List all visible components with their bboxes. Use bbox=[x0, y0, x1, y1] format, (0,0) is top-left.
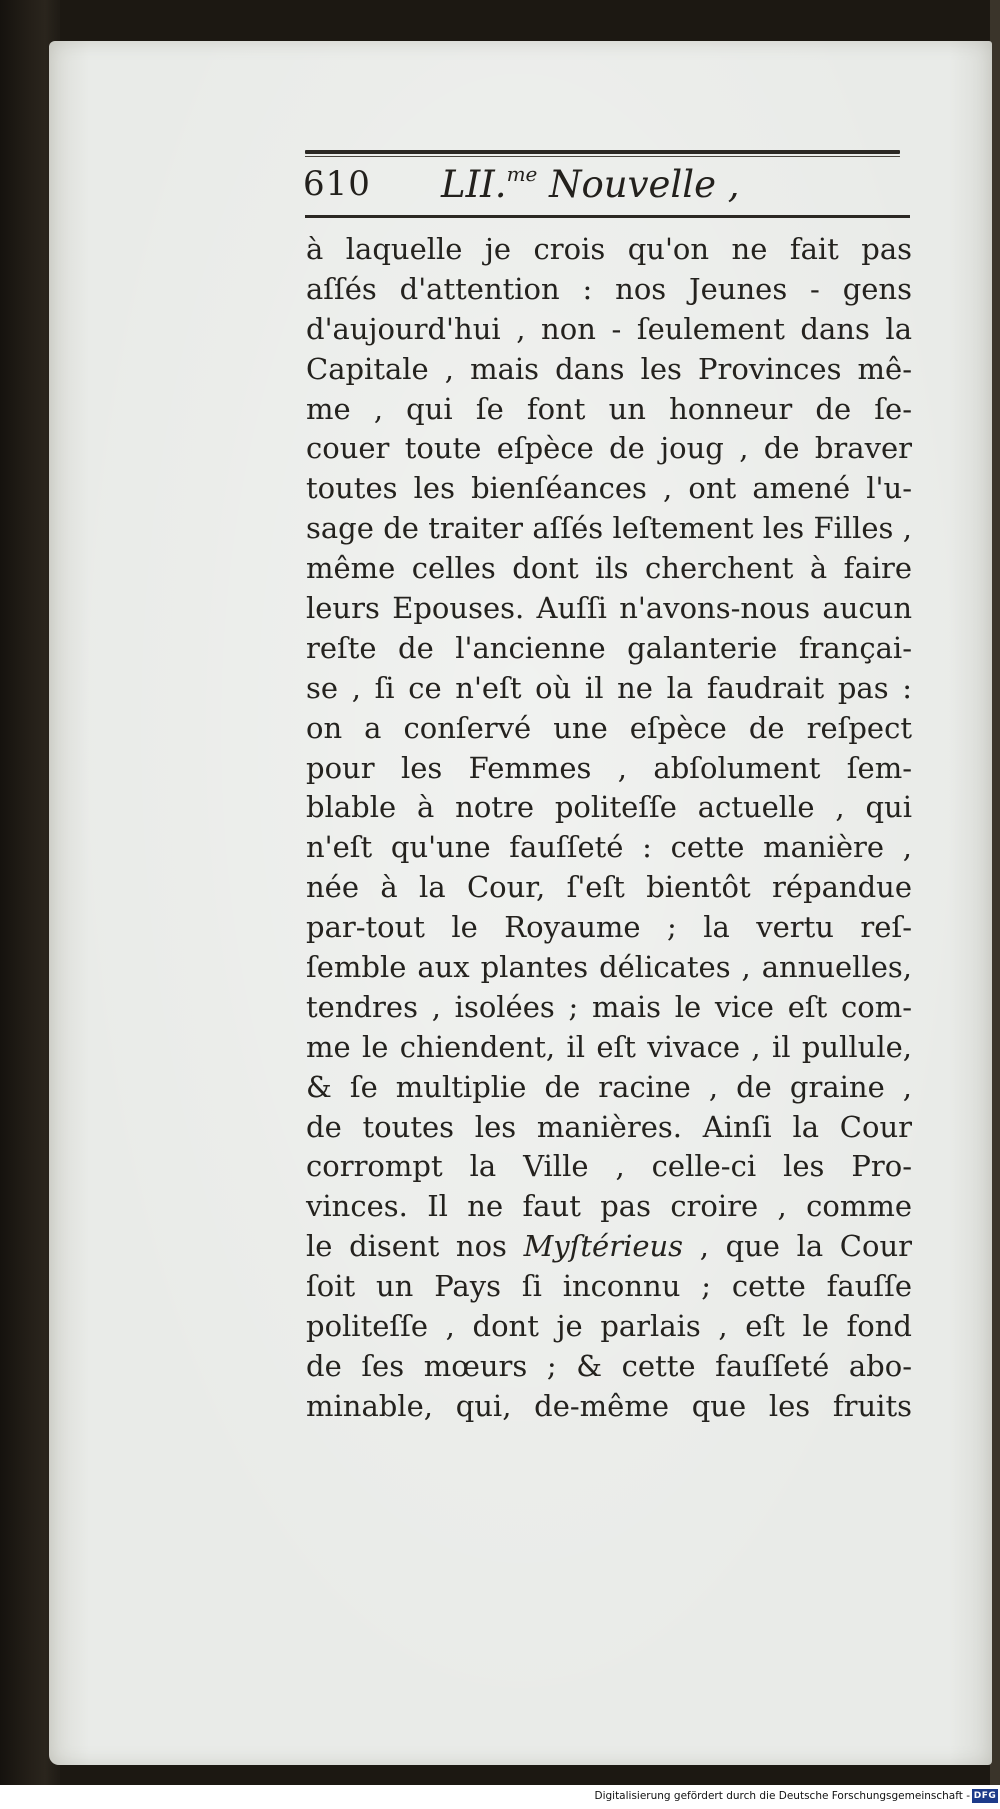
text-line: tendres , isolées ; mais le vice eſt com- bbox=[306, 989, 912, 1024]
text-line: par-tout le Royaume ; la vertu reſ- bbox=[306, 910, 912, 945]
text-line: Capitale , mais dans les Provinces mê- bbox=[306, 351, 912, 386]
text-line: pour les Femmes , abſolument ſem- bbox=[306, 750, 912, 785]
italic-word: Myſtérieus bbox=[523, 1229, 684, 1264]
text-line: de toutes les manières. Ainſi la Cour bbox=[306, 1109, 912, 1144]
header-rule-bottom bbox=[305, 215, 910, 218]
text-line: politeſſe , dont je parlais , eſt le fond bbox=[306, 1309, 912, 1344]
text-line: à laquelle je crois qu'on ne fait pas bbox=[306, 232, 912, 266]
text-line: on a conſervé une eſpèce de reſpect bbox=[306, 710, 912, 745]
text-line: me le chiendent, il eſt vivace , il pullule, bbox=[306, 1029, 912, 1064]
funding-credit: Digitalisierung gefördert durch die Deutsche Forschungsgemeinschaft - bbox=[594, 1790, 970, 1802]
text-line: d'aujourd'hui , non - ſeulement dans la bbox=[306, 311, 912, 346]
header-rule-top-thin bbox=[305, 156, 900, 157]
header-rule-top bbox=[305, 150, 900, 154]
text-line: ſoit un Pays ſi inconnu ; cette fauſſe bbox=[306, 1269, 912, 1304]
running-head-rest: Nouvelle , bbox=[537, 163, 740, 206]
text-line: même celles dont ils cherchent à faire bbox=[306, 551, 912, 586]
running-head-main: LII. bbox=[441, 163, 507, 206]
text-line: minable, qui, de-même que les fruits bbox=[306, 1388, 912, 1423]
running-head bbox=[441, 162, 740, 206]
text-before-italic: le disent nos bbox=[306, 1229, 524, 1264]
text-line: ſemble aux plantes délicates , annuelles, bbox=[306, 950, 912, 985]
page-number: 610 bbox=[303, 164, 371, 204]
text-line: n'eſt qu'une fauſſeté : cette manière , bbox=[306, 830, 912, 865]
dfg-logo: DFG bbox=[973, 1791, 997, 1801]
text-line: reſte de l'ancienne galanterie françai- bbox=[306, 630, 912, 665]
text-line: de ſes mœurs ; & cette fauſſeté abo- bbox=[306, 1348, 912, 1383]
text-line-italic-phrase bbox=[306, 1227, 912, 1267]
text-line: toutes les bienſéances , ont amené l'u- bbox=[306, 471, 912, 506]
text-line: blable à notre politeſſe actuelle , qui bbox=[306, 790, 912, 825]
text-line: & ſe multiplie de racine , de graine , bbox=[306, 1069, 912, 1104]
text-line: me , qui ſe font un honneur de ſe- bbox=[306, 391, 912, 426]
text-line: se , ſi ce n'eſt où il ne la faudrait pas : bbox=[306, 670, 912, 705]
text-line: aſſés d'attention : nos Jeunes - gens bbox=[306, 271, 912, 306]
text-line: née à la Cour, ſ'eſt bientôt répandue bbox=[306, 870, 912, 905]
page-header bbox=[303, 162, 923, 212]
running-head-superscript: me bbox=[506, 162, 538, 186]
text-line: leurs Epouses. Auſſi n'avons-nous aucun bbox=[306, 591, 912, 626]
text-after-italic: , que la Cour bbox=[683, 1229, 912, 1264]
text-line: vinces. Il ne faut pas croire , comme bbox=[306, 1189, 912, 1224]
body-text bbox=[306, 230, 912, 1427]
text-line: corrompt la Ville , celle-ci les Pro- bbox=[306, 1149, 912, 1184]
text-line: sage de traiter aſſés leſtement les Filles , bbox=[306, 511, 912, 546]
text-line: couer toute eſpèce de joug , de braver bbox=[306, 431, 912, 466]
